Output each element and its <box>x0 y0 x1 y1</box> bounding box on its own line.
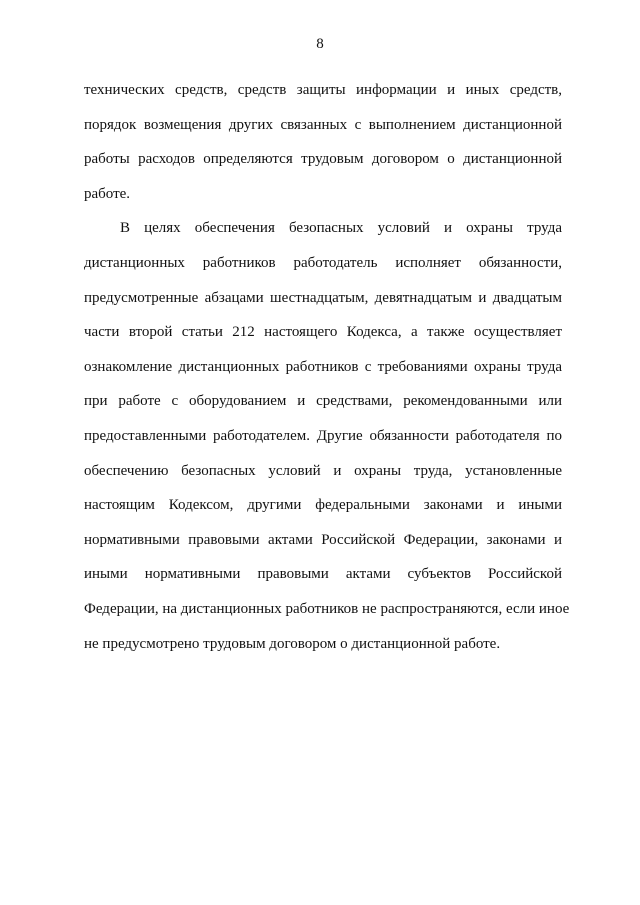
text-line: не предусмотрено трудовым договором о дистанционной работе. <box>84 636 501 652</box>
text-line: технических средств, средств защиты информации и иных средств, <box>84 82 562 98</box>
text-line: В целях обеспечения безопасных условий и охраны труда <box>120 220 562 236</box>
text-line: обеспечению безопасных условий и охраны труда, установленные <box>84 463 562 479</box>
page-number: 8 <box>316 36 324 52</box>
text-line: настоящим Кодексом, другими федеральными законами и иными <box>84 497 562 513</box>
text-line: дистанционных работников работодатель исполняет обязанности, <box>84 255 562 271</box>
text-line: предусмотренные абзацами шестнадцатым, девятнадцатым и двадцатым <box>84 290 562 306</box>
text-line: части второй статьи 212 настоящего Кодекса, а также осуществляет <box>84 324 562 340</box>
text-line: порядок возмещения других связанных с выполнением дистанционной <box>84 117 562 133</box>
text-line: предоставленными работодателем. Другие обязанности работодателя по <box>84 428 562 444</box>
text-line: работы расходов определяются трудовым договором о дистанционной <box>84 151 562 167</box>
text-line: Федерации, на дистанционных работников не распространяются, если иное <box>84 601 570 617</box>
text-line: ознакомление дистанционных работников с требованиями охраны труда <box>84 359 562 375</box>
text-line: иными нормативными правовыми актами субъектов Российской <box>84 566 562 582</box>
text-line: нормативными правовыми актами Российской Федерации, законами и <box>84 532 562 548</box>
text-line: работе. <box>84 186 131 202</box>
text-line: при работе с оборудованием и средствами, рекомендованными или <box>84 393 562 409</box>
